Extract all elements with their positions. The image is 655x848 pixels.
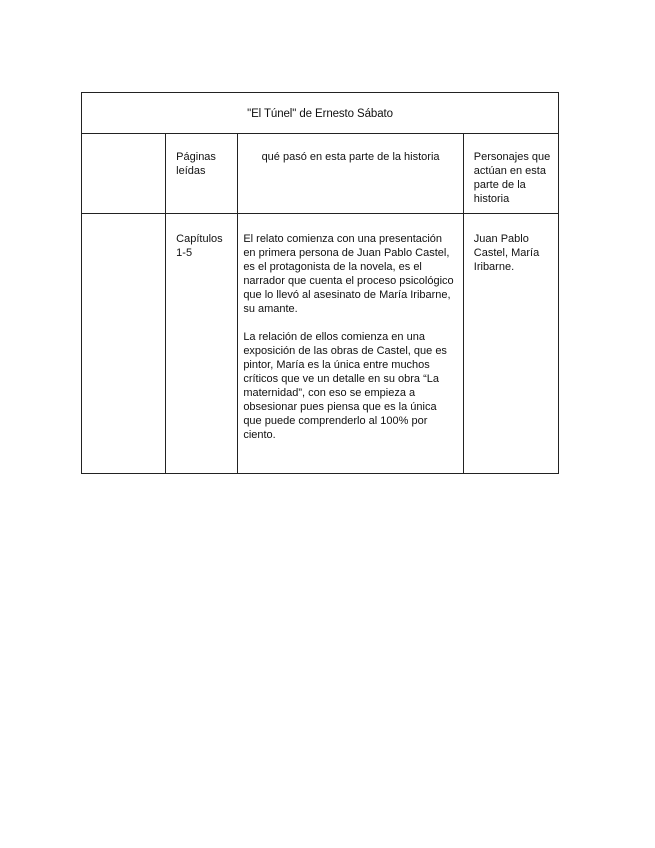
table-title: "El Túnel" de Ernesto Sábato	[82, 93, 559, 134]
header-pages-label: Páginas leídas	[176, 151, 216, 177]
row-pages-cell	[166, 214, 238, 474]
header-summary-label: qué pasó en esta parte de la historia	[261, 151, 440, 163]
header-summary-cell	[238, 134, 463, 214]
row-characters-cell	[463, 214, 558, 474]
header-characters-label: Personajes que actúan en esta parte de la historia	[473, 151, 551, 205]
table-row	[82, 214, 559, 474]
header-row	[82, 134, 559, 214]
title-row	[82, 93, 559, 134]
reading-log-table	[81, 92, 559, 474]
row-pages-value: Capítulos 1-5	[176, 233, 223, 259]
row-characters-value: Juan Pablo Castel, María Iribarne.	[473, 233, 540, 273]
header-pages-cell	[166, 134, 238, 214]
row-summary-cell	[238, 214, 463, 474]
row-blank-cell	[82, 214, 166, 474]
row-blank-text	[82, 214, 165, 232]
summary-paragraph-1: El relato comienza con una presentación en primera persona de Juan Pablo Castel, es el protagonista de la novela, es el narrador que cuenta el proceso psicológico que lo llevó al asesinato de María Iribarne, su amante.	[243, 233, 454, 315]
header-characters-cell	[463, 134, 558, 214]
header-blank-text	[82, 134, 165, 150]
summary-paragraph-2: La relación de ellos comienza en una exposición de las obras de Castel, que es pintor, María es la única entre muchos críticos que ve un detalle en su obra “La maternidad”, con eso se empieza a obsesionar pues piensa que es la única que puede comprenderlo al 100% por ciento.	[243, 331, 447, 441]
row-summary-text	[238, 214, 462, 442]
header-blank-cell	[82, 134, 166, 214]
